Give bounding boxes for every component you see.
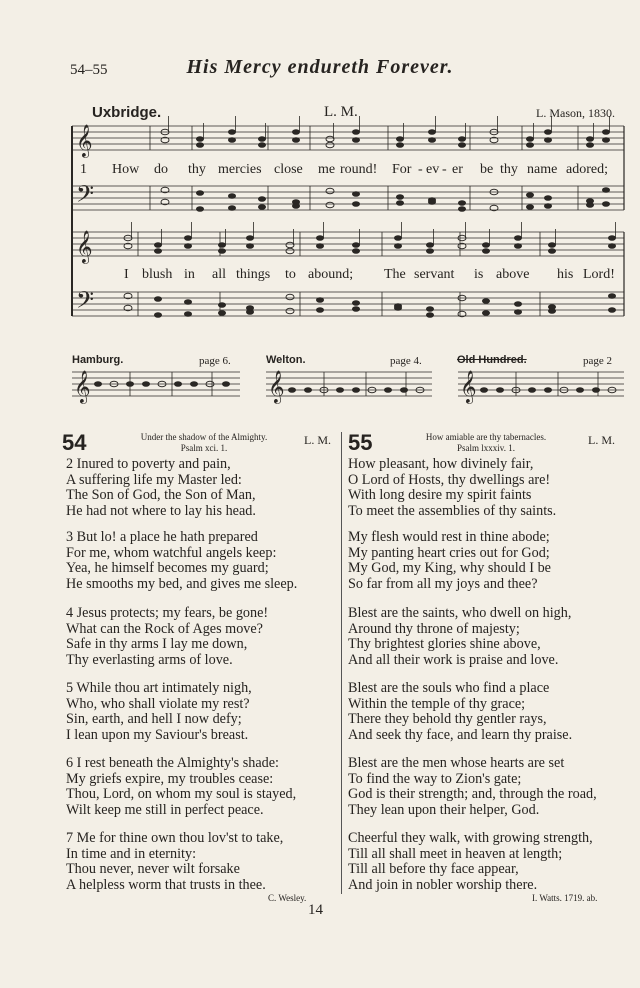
alt-tune-page: page 6. (199, 355, 231, 367)
stanza: My flesh would rest in thine abode; My panting heart cries out for God; My God, my King, why should I be So far from all my joys and thee? (348, 529, 551, 592)
stanza: 5 While thou art intimately nigh, Who, who shall violate my rest? Sin, earth, and hell I now defy; I lean upon my Saviour's breast. (66, 680, 252, 743)
lyric-word: er (452, 162, 463, 177)
hymn-meter: L. M. (588, 433, 615, 447)
lyric-word: mercies (218, 162, 262, 177)
stanza: 3 But lo! a place he hath prepared For me, whom watchful angels keep: Yea, he himself becomes my guard; He smooths my bed, and gives me sleep. (66, 529, 298, 592)
lyric-word: be (480, 162, 494, 177)
hymn-first-line: How amiable are thy tabernacles. Psalm lxxxiv. 1. (425, 432, 547, 453)
hymn-meter: L. M. (304, 433, 331, 447)
lyric-word: is (474, 267, 484, 282)
svg-text:𝄞: 𝄞 (76, 124, 93, 157)
column-divider (341, 432, 342, 894)
stanza: Blest are the men whose hearts are set To find the way to Zion's gate; God is their strength; and, through the road, They lean upon their helper, God. (348, 755, 597, 818)
svg-text:𝄞: 𝄞 (74, 370, 91, 403)
stanza: Cheerful they walk, with growing strength, Till all shall meet in heaven at length; Till all before thy face appear, And join in nobler worship there. (348, 830, 593, 893)
page-range: 54–55 (70, 62, 108, 78)
stanza: 7 Me for thine own thou lov'st to take, In time and in eternity: Thou never, never wilt forsake A helpless worm that trusts in thee. (66, 830, 284, 893)
lyric-word: abound; (308, 267, 354, 282)
attribution: C. Wesley. (268, 893, 307, 903)
lyric-word: me (318, 162, 336, 177)
tune-composer: L. Mason, 1830. (536, 106, 615, 120)
stanza: 6 I rest beneath the Almighty's shade: My griefs expire, my troubles cease: Thou, Lord, on whom my soul is stayed, Wilt keep me still in perfect peace. (66, 755, 297, 818)
lyric-word: in (184, 267, 195, 282)
lyric-word: Lord! (583, 267, 615, 282)
page-number: 14 (308, 902, 323, 918)
lyric-word: thy (500, 162, 518, 177)
svg-text:𝄞: 𝄞 (76, 230, 93, 263)
lyric-word: 1 (80, 162, 87, 177)
stanza: Blest are the saints, who dwell on high, Around thy throne of majesty; Thy brightest glories shine above, And all their work is praise and love. (348, 605, 572, 668)
svg-text:𝄢: 𝄢 (76, 286, 95, 319)
lyric-word: - (442, 162, 447, 177)
alt-tune-name: Welton. (266, 354, 306, 366)
lyric-word: For (392, 162, 412, 177)
lyric-word: The (384, 267, 406, 282)
lyric-word: thy (188, 162, 206, 177)
lyric-word: above (496, 267, 530, 282)
stanza: Blest are the souls who find a place Within the temple of thy grace; There they behold thy gentler rays, And seek thy face, and learn thy praise. (348, 680, 573, 743)
page-title: His Mercy endureth Forever. (186, 56, 454, 78)
lyric-word: round! (340, 162, 378, 177)
lyric-word: to (285, 267, 296, 282)
hymn-first-line: Under the shadow of the Almighty. Psalm xci. 1. (140, 432, 268, 453)
lyric-word: close (274, 162, 303, 177)
alt-tune-page: page 2 (583, 355, 613, 367)
lyric-word: things (236, 267, 271, 282)
svg-text:𝄢: 𝄢 (76, 180, 95, 213)
attribution: I. Watts. 1719. ab. (532, 893, 598, 903)
tune-meter: L. M. (324, 104, 358, 120)
lyric-word: - (418, 162, 423, 177)
stanza: How pleasant, how divinely fair, O Lord of Hosts, thy dwellings are! With long desire my spirit faints To meet the assemblies of thy saints. (348, 456, 557, 519)
lyric-word: name (527, 162, 558, 177)
lyric-word: I (124, 267, 129, 282)
alt-tune-page: page 4. (390, 355, 422, 367)
lyric-word: How (112, 162, 140, 177)
lyric-word: blush (142, 267, 173, 282)
lyric-word: his (557, 267, 574, 282)
lyric-word: ev (426, 162, 440, 177)
lyric-word: all (212, 267, 226, 282)
hymn-number: 55 (348, 430, 373, 455)
tune-name: Uxbridge. (92, 104, 162, 121)
lyric-word: adored; (566, 162, 608, 177)
stanza: 2 Inured to poverty and pain, A suffering life my Master led: The Son of God, the Son of Man, He had not where to lay his head. (66, 456, 256, 519)
stanza: 4 Jesus protects; my fears, be gone! What can the Rock of Ages move? Safe in thy arms I lay me down, Thy everlasting arms of love. (66, 605, 269, 668)
lyric-word: servant (414, 267, 455, 282)
hymn-number: 54 (62, 430, 87, 455)
alt-tune-name: Old Hundred. (457, 354, 527, 366)
svg-text:𝄞: 𝄞 (460, 370, 477, 403)
alt-tune-name: Hamburg. (72, 354, 124, 366)
lyric-word: do (154, 162, 168, 177)
svg-text:𝄞: 𝄞 (268, 370, 285, 403)
